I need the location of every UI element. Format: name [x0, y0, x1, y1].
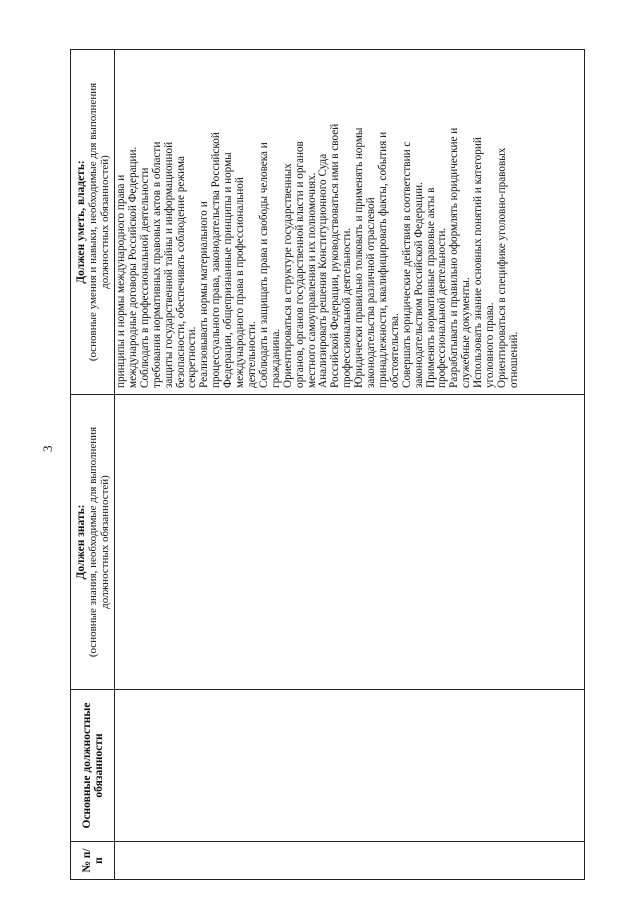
cell-duties [115, 690, 585, 842]
skills-text-line: профессиональной деятельности. [341, 227, 354, 388]
header-knowledge [71, 395, 115, 690]
skills-text-line: процессуального права, законодательства Российской [210, 132, 223, 388]
skills-text-line: принадлежности, квалифицировать факты, события и [376, 131, 389, 388]
skills-text-line: деятельности. [245, 321, 258, 388]
skills-text-line: гражданина. [269, 328, 282, 388]
skills-text-line: органов, органов государственной власти и органов [293, 141, 306, 388]
skills-text-line: безопасности, обеспечивать соблюдение режима [174, 155, 187, 388]
cell-num [115, 842, 585, 880]
skills-text-line: отношений. [507, 331, 520, 388]
skills-text-line: Совершать юридические действия в соответствии с [400, 141, 413, 388]
skills-text-line: Реализовывать нормы материального и [198, 201, 211, 388]
skills-text-line: Применять нормативные правовые акты в [424, 187, 437, 388]
rotated-table-wrapper [70, 50, 585, 880]
cell-skills [115, 50, 585, 395]
page-number: 3 [40, 445, 55, 452]
skills-subtitle: (основные умения и навыки, необходимые для выполнения должностных обязанностей) [86, 82, 111, 362]
skills-title: Должен уметь, владеть: [74, 160, 87, 284]
skills-text-line: Ориентироваться в структуре государственных [281, 163, 294, 388]
skills-text-line: международные договоры Российской Федерации. [126, 146, 139, 388]
header-skills [71, 50, 115, 395]
skills-text-line: служебные документы. [460, 277, 473, 388]
table-row [115, 50, 585, 880]
skills-text-line: Использовать знание основных понятий и категорий [472, 137, 485, 388]
knowledge-subtitle: (основные знания, необходимые для выполнения должностных обязанностей) [86, 426, 111, 658]
header-row [71, 50, 115, 880]
skills-text-line: профессиональной деятельности. [436, 227, 449, 388]
skills-text-line: требования нормативных правовых актов в области [150, 141, 163, 388]
header-num: № п/п [71, 842, 115, 880]
skills-text-line: Юридически правильно толковать и применять нормы [353, 127, 366, 388]
skills-text-line: законодательства различной отраслевой [365, 197, 378, 388]
skills-text-line: уголовного права. [484, 302, 497, 388]
skills-text-line: Федерации, общепризнанные принципы и нормы [222, 152, 235, 388]
skills-text-line: Ориентироваться в специфике уголовно-правовых [496, 147, 508, 388]
skills-text-line: местного самоуправления и их полномочиях. [305, 172, 318, 388]
skills-text-line: Соблюдать и защищать права и свободы человека и [257, 142, 270, 388]
skills-text-line: международного права в профессиональной [234, 177, 247, 388]
knowledge-title: Должен знать: [74, 504, 87, 580]
duties-table [70, 49, 585, 880]
skills-text-line: принципы и нормы международного права и [115, 174, 127, 388]
skills-text-line: секретности. [186, 326, 199, 388]
skills-text-line: обстоятельства. [388, 313, 401, 388]
skills-text-line: Анализировать решения Конституционного Суда [317, 153, 330, 388]
header-duties: Основные должностные обязанности [71, 690, 115, 842]
skills-text-line: защиты государственной тайны и информационной [162, 141, 175, 388]
skills-text-line: законодательством Российской Федерации. [412, 182, 425, 388]
skills-text-line: Российской Федерации, руководствоваться ими в своей [329, 123, 342, 388]
skills-text-line: Соблюдать в профессиональной деятельности [138, 167, 151, 388]
skills-text-line: Разрабатывать и правильно оформлять юридические и [448, 127, 461, 388]
cell-knowledge [115, 395, 585, 690]
